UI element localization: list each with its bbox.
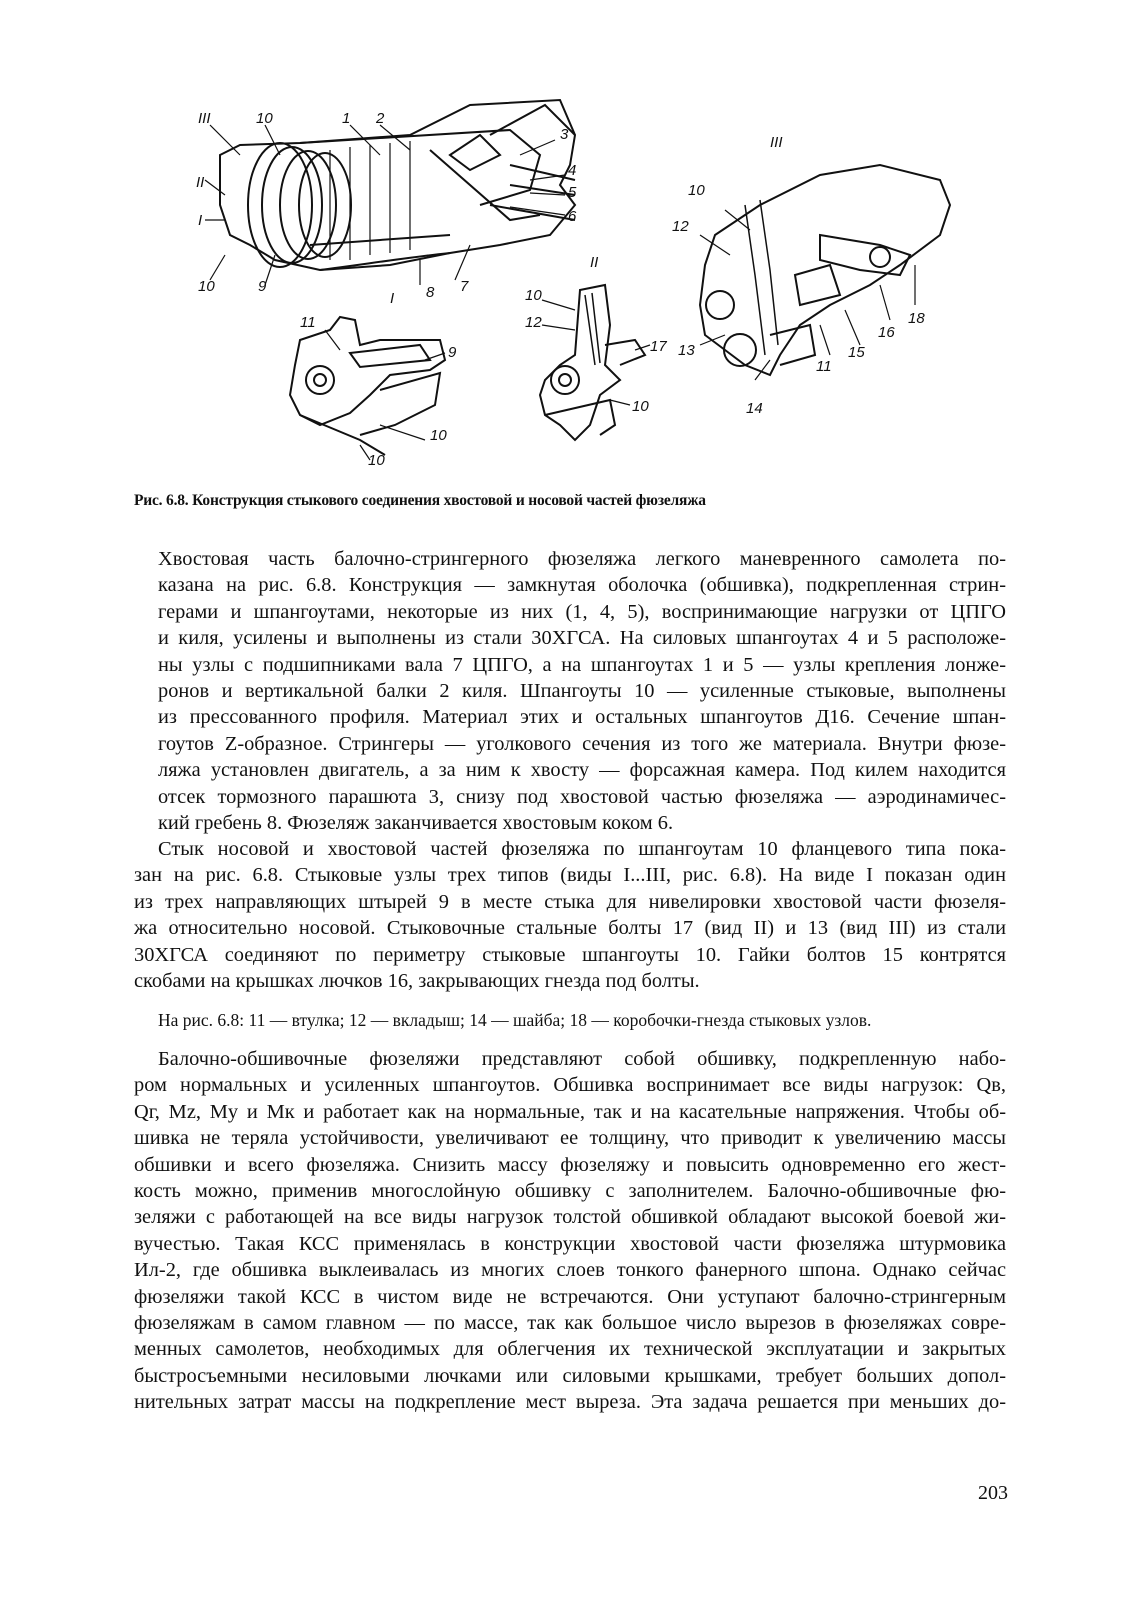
fig-label: II <box>196 174 205 191</box>
fig-label: 5 <box>568 184 577 201</box>
text-line: ны узлы с подшипниками вала 7 ЦПГО, а на шпангоутах 1 и 5 — узлы крепления лонже- <box>158 653 1006 676</box>
paragraph-1 <box>134 546 1006 836</box>
text-line: 30ХГСА соединяют по периметру стыковые шпангоуты 10. Гайки болтов 15 контрятся <box>134 943 1006 966</box>
fig-label: 10 <box>688 182 705 199</box>
figure-caption: Рис. 6.8. Конструкция стыкового соединения хвостовой и носовой частей фюзеляжа <box>134 492 706 509</box>
fig-label: 7 <box>460 278 469 295</box>
fig-label: III <box>198 110 211 127</box>
fig-label: 10 <box>198 278 215 295</box>
text-line: фюзеляжи такой КСС в чистом виде не встречаются. Они уступают балочно-стрингерным <box>134 1285 1006 1308</box>
fig-label: 8 <box>426 284 435 301</box>
text-line: Балочно-обшивочные фюзеляжи представляют собой обшивку, подкрепленную набо- <box>158 1048 1006 1070</box>
fig-label: 18 <box>908 310 925 327</box>
page-number: 203 <box>978 1482 1008 1504</box>
paragraph-2 <box>134 836 1006 994</box>
fig-label: 12 <box>525 314 542 331</box>
fig-label: 14 <box>746 400 763 417</box>
fig-label: 9 <box>448 344 457 361</box>
fig-label: 4 <box>568 162 577 179</box>
text-line: менных самолетов, необходимых для облегчения их технической эксплуатации и закрытых <box>134 1338 1006 1361</box>
text-line: герами и шпангоутами, некоторые из них (1, 4, 5), воспринимающие нагрузки от ЦПГО <box>158 600 1006 623</box>
fuselage-joint-illustration <box>180 95 1060 480</box>
text-line: Хвостовая часть балочно-стрингерного фюзеляжа легкого маневренного самолета по- <box>158 548 1006 570</box>
fig-label: 10 <box>525 287 542 304</box>
text-line: жа относительно носовой. Стыковочные стальные болты 17 (вид II) и 13 (вид III) из стали <box>134 917 1006 940</box>
fig-label: 11 <box>300 314 316 331</box>
fig-label: 11 <box>816 358 832 375</box>
text-line: ляжа установлен двигатель, а за ним к хвосту — форсажная камера. Под килем находится <box>158 759 1006 782</box>
text-line: зеляжи с работающей на все виды нагрузок толстой обшивкой обладают высокой боевой жи- <box>134 1206 1006 1229</box>
fig-label: 15 <box>848 344 865 361</box>
fig-label: 9 <box>258 278 267 295</box>
text-line: кость можно, применив многослойную обшивку с заполнителем. Балочно-обшивочные фю- <box>134 1180 1006 1203</box>
text-line: Qг, Mz, My и Mк и работает как на нормальные, так и на касательные напряжения. Чтобы об- <box>134 1100 1006 1123</box>
text-line: фюзеляжам в самом главном — по массе, так как большое число вырезов в фюзеляжах совре- <box>134 1312 1006 1335</box>
text-line: ронов и вертикальной балки 2 киля. Шпангоуты 10 — усиленные стыковые, выполнены <box>158 680 1006 703</box>
text-line: шивка не теряла устойчивости, увеличивают ее толщину, что приводит к увеличению массы <box>134 1127 1006 1150</box>
text-line: отсек тормозного парашюта 3, снизу под хвостовой частью фюзеляжа — аэродинамичес- <box>158 785 1006 808</box>
text-line: казана на рис. 6.8. Конструкция — замкнутая оболочка (обшивка), подкрепленная стрин- <box>158 574 1006 597</box>
fig-label: 2 <box>376 110 385 127</box>
text-line: из прессованного профиля. Материал этих и остальных шпангоутов Д16. Сечение шпан- <box>158 706 1006 729</box>
fig-label: 10 <box>430 427 447 444</box>
fig-label: 16 <box>878 324 895 341</box>
figure-6-8-drawing <box>180 95 1060 480</box>
fig-label: I <box>390 290 395 307</box>
text-line: обшивки и всего фюзеляжа. Снизить массу фюзеляжу и повысить одновременно его жест- <box>134 1153 1006 1176</box>
text-line: вучестью. Такая КСС применялась в конструкции хвостовой части фюзеляжа штурмовика <box>134 1232 1006 1255</box>
fig-label: 1 <box>342 110 351 127</box>
fig-label: 10 <box>368 452 385 469</box>
text-line: Ил-2, где обшивка выклеивалась из многих слоев тонкого фанерного шпона. Однако сейчас <box>134 1259 1006 1282</box>
text-line: кий гребень 8. Фюзеляж заканчивается хвостовым коком 6. <box>158 812 674 835</box>
text-line: нительных затрат массы на подкрепление мест выреза. Эта задача решается при меньших до- <box>134 1391 1006 1414</box>
text-line: ром нормальных и усиленных шпангоутов. Обшивка воспринимает все виды нагрузок: Qв, <box>134 1074 1006 1097</box>
text-line: скобами на крышках лючков 16, закрывающих гнезда под болты. <box>134 970 700 993</box>
text-line: Стык носовой и хвостовой частей фюзеляжа по шпангоутам 10 фланцевого типа пока- <box>158 838 1006 860</box>
fig-label: II <box>590 254 599 271</box>
fig-label: 13 <box>678 342 695 359</box>
fig-label: 17 <box>650 338 667 355</box>
text-line: зан на рис. 6.8. Стыковые узлы трех типов (виды I...III, рис. 6.8). На виде I показан один <box>134 864 1006 887</box>
fig-label: 6 <box>568 208 577 225</box>
fig-label: III <box>770 134 783 151</box>
text-line: быстросъемными несиловыми лючками или силовыми крышками, требует больших допол- <box>134 1364 1006 1387</box>
figure-note: На рис. 6.8: 11 — втулка; 12 — вкладыш; 14 — шайба; 18 — коробочки-гнезда стыковых узлов. <box>158 1010 872 1030</box>
paragraph-3 <box>134 1046 1006 1416</box>
fig-label: 10 <box>256 110 273 127</box>
text-line: из трех направляющих штырей 9 в месте стыка для нивелировки хвостовой части фюзеля- <box>134 890 1006 913</box>
fig-label: 10 <box>632 398 649 415</box>
text-line: гоутов Z-образное. Стрингеры — уголкового сечения из того же материала. Внутри фюзе- <box>158 732 1006 755</box>
text-line: и киля, усилены и выполнены из стали 30ХГСА. На силовых шпангоутах 4 и 5 расположе- <box>158 627 1006 650</box>
fig-label: I <box>198 212 203 229</box>
fig-label: 12 <box>672 218 689 235</box>
fig-label: 3 <box>560 126 569 143</box>
